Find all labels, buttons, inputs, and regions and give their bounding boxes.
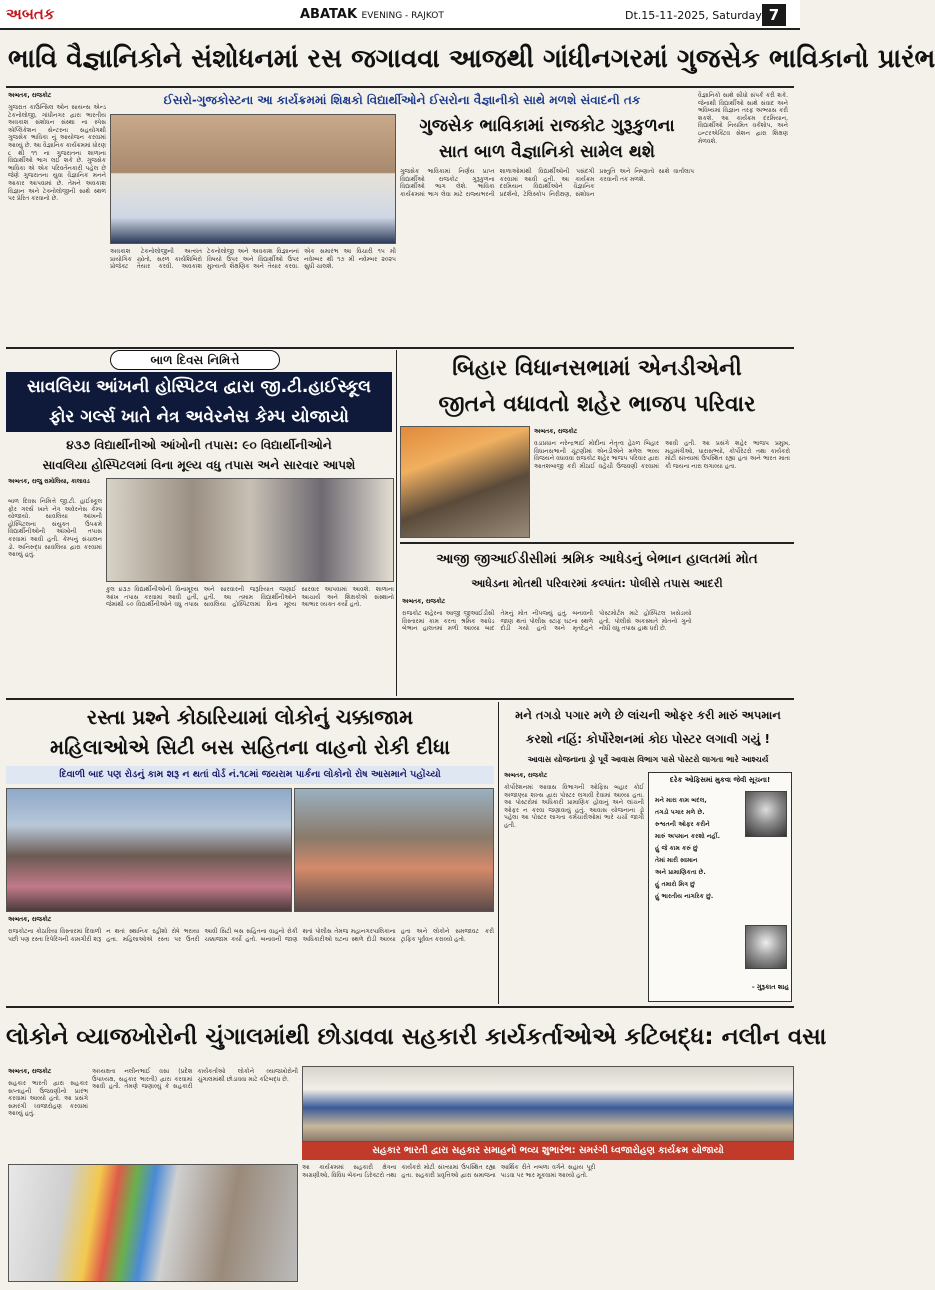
poster-line: તેમાં મારી સ્વમાન — [655, 857, 698, 864]
story5-headline-1: રસ્તા પ્રશ્ને કોઠારિયામાં લોકોનું ચક્કાજામ — [86, 705, 414, 729]
divider — [498, 702, 499, 1004]
story5-photo-protest-right — [294, 788, 494, 912]
divider — [6, 86, 794, 88]
story6-body: કોર્પોરેશનમાં આવાસ વિભાગની ઓફિસ બહાર કોઈ અજાણ્યા શખ્સ દ્વારા પોસ્ટર લગાવી દેવામાં આવ્યા હતા. આ પોસ્ટરોમાં અધિકારી પ્રામાણિક હોવાનું અને લાંચની ઓફર ન કરવા જણાવાયું હતું. આવાસ યોજનાના ડ્રો પહેલા આ પોસ્ટર લાગતા કર્મચારીઓમાં ભારે ચર્ચા જાગી હતી. — [504, 784, 644, 829]
story3-photo-celebration — [400, 426, 530, 538]
story7-photo-stage — [302, 1066, 794, 1142]
story6-subhead: આવાસ યોજનાના ડ્રો પૂર્વે આવાસ વિભાગ પાસે પોસ્ટરો લાગતા ભારે આશ્ચર્ય — [527, 755, 769, 764]
story1-inner-headline-1: ગુજસેક ભાવિકામાં રાજકોટ ગુરૂકુળના — [419, 116, 675, 136]
poster-line: તગડો પગાર મળે છે. — [655, 809, 705, 816]
story1-subhead: ઈસરો-ગુજકોસ્ટના આ કાર્યક્રમમાં શિક્ષકો વિદ્યાર્થીઓને ઈસરોના વૈજ્ઞાનીકો સાથે મળશે સંવાદની તક — [163, 93, 641, 107]
story2-body-bottom: કુલ ૪૩૭ વિદ્યાર્થીનીઓની વિનામૂલ્ય આંખ તપાસ કરવામાં આવી હતી, જેમાંથી ૯૦ વિદ્યાર્થીનીઓને વધુ તપાસ અને સારવારની જરૂરિયાત જણાઈ હતી. આ તમામ વિદ્યાર્થીનીઓને સાવલિયા હોસ્પિટલમાં વિના મૂલ્ય સારવાર આપવામાં આવશે. શાળાના આચાર્ય અને શિક્ષકોએ સંસ્થાનો આભાર વ્યક્ત કર્યો હતો. — [106, 586, 394, 609]
story6-headline-2: કરશો નહિં: કોર્પોરેશનમાં કોઇ પોસ્ટર લગાવી ગયું ! — [526, 732, 770, 746]
masthead-title — [300, 7, 444, 22]
masthead-bar — [0, 0, 800, 30]
story3-dateline: અબતક, રાજકોટ — [534, 428, 578, 435]
story4-dateline: અબતક, રાજકોટ — [402, 598, 446, 605]
story4-subhead: આધેડના મોતથી પરિવારમાં કલ્પાંત: પોલીસે તપાસ આદરી — [471, 577, 723, 590]
story7-photo-flag — [8, 1164, 298, 1282]
story1-headline: ભાવિ વૈજ્ઞાનિકોને સંશોધનમાં રસ જગાવવા આજથી ગાંધીનગરમાં ગુજસેક ભાવિકાનો પ્રારંભ — [8, 44, 935, 74]
poster-line: હું જે કામ કરું છું — [655, 845, 698, 852]
story6-headline-1: મને તગડો પગાર મળે છે લાંચની ઓફર કરી મારું અપમાન — [515, 708, 781, 722]
story4-headline: આજી જીઆઈડીસીમાં શ્રમિક આધેડનું બેભાન હાલતમાં મોત — [436, 551, 758, 567]
story7-band: સહકાર ભારતી દ્વારા સહકાર સમાહનો ભવ્ય શુભારંભ: સમરંગી ધ્વજારોહણ કાર્યક્રમ યોજાયો — [302, 1142, 794, 1160]
story7-body-mid: અધ્યક્ષતા નલીનભાઈ વસા (પ્રદેશ ઉપાધ્યક્ષ, સહકાર ભારતી) દ્વારા કરવામાં આવી હતી. તેમણે જણાવ્યું કે સહકારી કાર્યકર્તાઓ લોકોને વ્યાજખોરોની ચુંગાલમાંથી છોડાવવા માટે કટિબદ્ધ છે. — [92, 1068, 298, 1091]
poster-line: રુશ્વતની ઓફર કરીને — [655, 821, 710, 828]
story5-body: રાજકોટના કોઠારિયા વિસ્તારમાં દિવાળી પછી પણ રસ્તા રિપેરિંગની કામગીરી શરૂ ન થતાં સ્થાનિક રહીશો રોષે ભરાયા હતા. મહિલાઓએ રસ્તા પર ઉતરી આવી સિટી બસ સહિતના વાહનો રોકી ચક્કાજામ કર્યો હતો. બનાવની જાણ થતાં પોલીસ તેમજ મહાનગરપાલિકાના અધિકારીઓ ઘટના સ્થળે દોડી આવ્યા હતા અને લોકોને સમજાવટ કરી ટ્રાફિક પૂર્વવત કરાવ્યો હતો. — [8, 928, 494, 943]
story7-body-right: આ કાર્યક્રમમાં સહકારી ક્ષેત્રના અગ્રણીઓ, વિવિધ બેંકના ડિરેક્ટરો તથા કાર્યકરો મોટી સંખ્યામાં ઉપસ્થિત રહ્યા હતા. સહકારી પ્રવૃત્તિઓ દ્વારા સમાજના આર્થિક રીતે નબળા વર્ગને સહાય પૂરી પાડવા પર ભાર મૂકવામાં આવ્યો હતો. — [302, 1164, 596, 1179]
story2-headline-1: સાવલિયા આંખની હોસ્પિટલ દ્વારા જી.ટી.હાઈસ્કૂલ — [6, 372, 392, 402]
story2-subhead-2: સાવલિયા હોસ્પિટલમાં વિના મૂલ્ય વધુ તપાસ અને સારવાર આપશે — [42, 458, 356, 472]
poster-line: મને મારા કામ બદલ, — [655, 797, 707, 804]
newspaper-logo: અબતક — [6, 5, 55, 23]
masthead-name: ABATAK — [300, 7, 358, 22]
poster-line: અને પ્રામાણિકતા છે. — [655, 869, 706, 876]
story1-inner-headline-2: સાત બાળ વૈજ્ઞાનિકો સામેલ થશે — [439, 142, 655, 162]
story6-dateline: અબતક, રાજકોટ — [504, 772, 548, 779]
story3-headline-1: બિહાર વિધાનસભામાં એનડીએની — [452, 356, 742, 381]
story2-photo-eye-camp — [106, 478, 394, 582]
poster-portrait-2 — [745, 925, 787, 969]
story3-body: વડાપ્રધાન નરેન્દ્રભાઈ મોદીના નેતૃત્વ હેઠળ બિહાર વિધાનસભાની ચૂંટણીમાં એનડીએને મળેલ ભવ્ય વિજયને વધાવવા રાજકોટ શહેર ભાજપ પરિવાર દ્વારા આતશબાજી કરી મીઠાઈ વહેંચી ઉજવણી કરવામાં આવી હતી. આ પ્રસંગે શહેર ભાજપ પ્રમુખ, મહામંત્રીઓ, ધારાસભ્યો, કોર્પોરેટરો તથા કાર્યકરો મોટી સંખ્યામાં ઉપસ્થિત રહ્યા હતા અને ભારત માતા કી જયના નારા લગાવ્યા હતા. — [534, 440, 790, 470]
story5-headline-2: મહિલાઓએ સિટી બસ સહિતના વાહનો રોકી દીધા — [50, 735, 450, 759]
masthead-edition: EVENING - RAJKOT — [361, 11, 444, 21]
story6-poster — [648, 772, 792, 1002]
story7-dateline: અબતક, રાજકોટ — [8, 1068, 52, 1075]
story1-body-mid: અવકાશ ટેકનોલોજીની અત્યંત પ્રાયોગિક સ્ત્રોતો, સરળ કાર્યશિબિરો પ્રોજેક્ટ તૈયાર કરવી. અવકાશ ટેકનોલોજી અને અવકાશ વિજ્ઞાનનાં વિષયો ઉપર અને વિદ્યાર્થીઓ ઉપર મુખ્યત્વે શૈક્ષણિક અને તૈયાર કરવા. એક સમારંભ આ વિચારી ૧૫ મી નવેમ્બર થી ૧૭ મી નવેમ્બર ૨૦૨૫ સુધી ચાલશે. — [110, 248, 396, 271]
story2-body-left: બાળ દિવસ નિમિત્તે જી.ટી. હાઈસ્કૂલ ફોર ગર્લ્સ ખાતે નેત્ર અવેરનેસ કેમ્પ યોજાયો. સાવલિયા આંખની હોસ્પિટલના સંયુક્ત ઉપક્રમે વિદ્યાર્થીનીઓની આંખોની તપાસ કરવામાં આવી હતી. કેમ્પનું સંચાલન ડો. અનિરુદ્ધ સાવલિયા દ્વારા કરવામાં આવ્યું હતું. — [8, 498, 102, 559]
poster-line: હું તમારો મિત્ર છું — [655, 881, 695, 888]
story7-headline: લોકોને વ્યાજખોરોની ચુંગાલમાંથી છોડાવવા સહકારી કાર્યકર્તાઓએ કટિબદ્ધ: નલીન વસા — [6, 1024, 827, 1050]
story1-body-left: ગુજરાત કાઉન્સિલ ઓન સાયન્સ એન્ડ ટેકનોલોજી, ગાંધીનગર દ્વારા ભારતીય અવકાશ સંશોધન સંસ્થા ના સ્પેસ એપ્લિકેશન સેન્ટરના સહયોગથી ગુજસેક ભાવિકા નું આયોજન કરવામાં આવ્યું છે. આ વૈજ્ઞાનિક કાર્યક્રમમાં ધોરણ ૮ થી ૧૧ ના ગુજરાતના શાળાના વિદ્યાર્થીઓ ભાગ લઈ શકે છે. ગુજસેક ભાવિકા એ એક પરિવર્તનકારી પહેલ છે જેણે ગુજરાતના યુવા વૈજ્ઞાનિક મનને આકાર આપવામાં છે. તેમને અવકાશ વિજ્ઞાન અને ટેક્નોલોજીની સાથે સ્થળ પર પ્રેરિત કરવાનો છે. — [8, 104, 106, 203]
story1-body-right: ગુજસેક ભાવિકામાં નિર્ણય પ્રાપ્ત વિદ્યાર્થીઓ રાજકોટ ગુરૂકુળના વિદ્યાર્થીઓ ભાગ લેશે. ભાવિકા કાર્યક્રમમાં ભાગ લેવા માટે રાજ્યભરની શાળાઓમાંથી વિદ્યાર્થીઓની પસંદગી કરવામાં આવી હતી. આ કાર્યક્રમ દરમિયાન વિદ્યાર્થીઓને વૈજ્ઞાનિક પ્રદર્શનો, ટેલિસ્કોપ નિરીક્ષણ, સંશોધન પ્રસ્તુતિ અને નિષ્ણાતો સાથે વાર્તાલાપ કરવાની તક મળશે. — [400, 168, 694, 198]
divider — [396, 350, 397, 696]
divider — [6, 698, 794, 700]
story2-subhead-1: ૪૩૭ વિદ્યાર્થીનીઓ આંખોની તપાસ: ૯૦ વિદ્યાર્થીનીઓને — [66, 438, 332, 452]
page-number: 7 — [762, 4, 786, 26]
story3-headline-2: જીતને વધાવતો શહેર ભાજપ પરિવાર — [438, 392, 756, 417]
story5-subhead: દિવાળી બાદ પણ રોડનું કામ શરૂ ન થતાં વોર્ડ નં.૧૮માં જયરામ પાર્કના લોકોનો રોષ આસમાને પહોંચ્યો — [6, 766, 494, 784]
poster-line: મારું અપમાન કરશો નહીં. — [655, 833, 720, 840]
story7-body-left: સહકાર ભારતી દ્વારા સહકાર સપ્તાહની ઉજવણીનો પ્રારંભ કરવામાં આવ્યો હતો. આ પ્રસંગે સમરંગી ધ્વજારોહણ કરવામાં આવ્યું હતું. — [8, 1080, 88, 1118]
divider — [6, 347, 794, 349]
story4-body: રાજકોટ શહેરના આજી જીઆઈડીસી વિસ્તારમાં કામ કરતા શ્રમિક આધેડ બેભાન હાલતમાં મળી આવ્યા બાદ તેમનું મોત નીપજ્યું હતું. બનાવની જાણ થતાં પોલીસ સ્ટાફ ઘટના સ્થળે દોડી ગયો હતો અને મૃતદેહને પોસ્ટમોર્ટમ માટે હોસ્પિટલ ખસેડાયો હતો. પોલીસે અકસ્માતે મોતનો ગુનો નોંધી વધુ તપાસ હાથ ધરી છે. — [402, 610, 692, 633]
story2-dateline: અબતક, રાજુ રામોલિયા, કાલાવડ — [8, 478, 90, 485]
poster-portrait-1 — [745, 791, 787, 837]
story2-headline-2: ફોર ગર્લ્સ ખાતે નેત્ર અવેરનેસ કેમ્પ યોજાયો — [6, 402, 392, 432]
story2-kicker: બાળ દિવસ નિમિત્તે — [110, 350, 280, 370]
divider — [400, 542, 794, 544]
story5-dateline: અબતક, રાજકોટ — [8, 916, 52, 923]
story1-photo-students — [110, 114, 396, 244]
poster-lines — [655, 795, 745, 903]
issue-date: Dt.15-11-2025, Saturday — [625, 9, 762, 22]
story1-body-side: વૈજ્ઞાનિકો સાથે સીધો સંપર્ક કરી શકે. જેનાથી વિદ્યાર્થીઓ સાથે સંવાદ અને ભવિષ્યમાં વિજ્ઞાન તરફ અભ્યાસ કરી શકશે. આ કાર્યક્રમ દરમિયાન, વિદ્યાર્થીઓ નિયમિત વર્કશોપ, અને ઇન્ટરએક્ટિવ સેશન દ્વારા શિક્ષણ મેળવશે. — [698, 92, 788, 145]
poster-signature: - ગુરૂકાત શાહ — [751, 983, 789, 991]
divider — [6, 1006, 794, 1008]
story5-photo-protest-left — [6, 788, 292, 912]
poster-line: હું ભારતીય નાગરિક છું. — [655, 893, 714, 900]
poster-title: દરેક ઓફિસમાં મુકવા જેવી સૂચના! — [669, 776, 771, 784]
story1-dateline: અબતક, રાજકોટ — [8, 92, 52, 99]
